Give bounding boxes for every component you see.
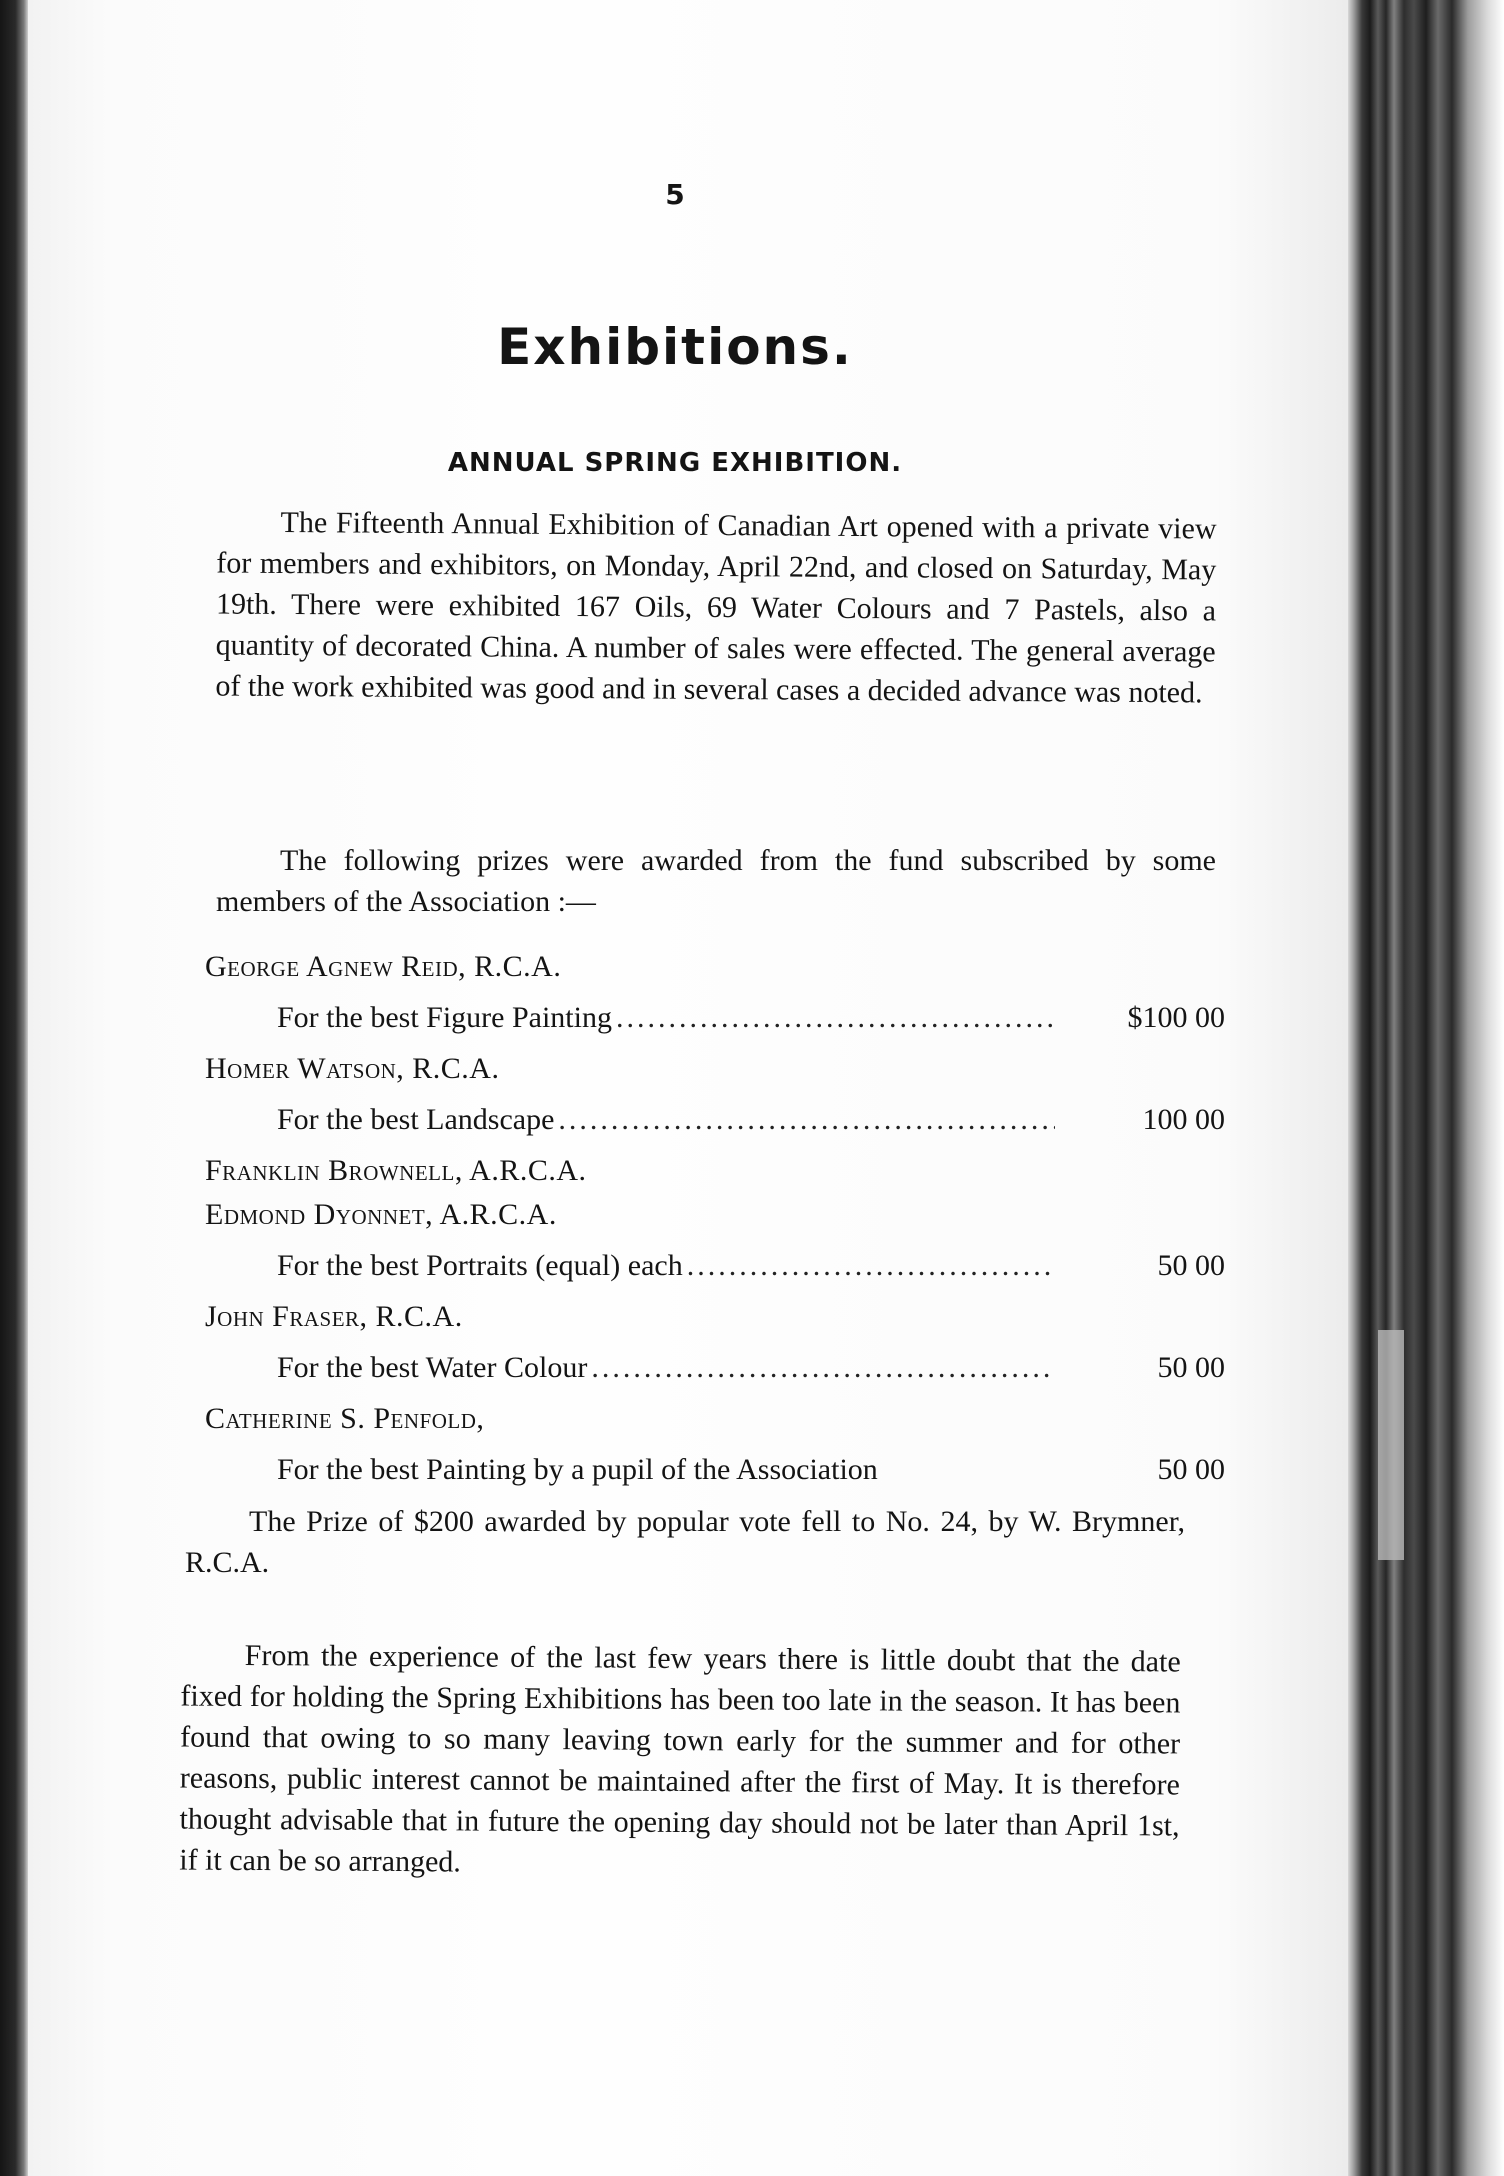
prize-award-line [205,1441,1235,1499]
dot-leader [558,1091,1055,1149]
dot-leader [591,1339,1055,1397]
section-heading: ANNUAL SPRING EXHIBITION. [447,448,903,478]
prize-entry [205,1397,1235,1499]
prize-list [185,945,1235,1583]
prizes-intro-paragraph: The following prizes were awarded from the fund subscribed by some members of the Association :— [216,844,1216,918]
popular-vote-paragraph: The Prize of $200 awarded by popular vote fell to No. 24, by W. Brymner, R.C.A. [185,1505,1185,1579]
prize-amount: 50 00 [1157,1453,1225,1486]
page-number: 5 [665,178,685,211]
prize-amount: 50 00 [1157,1249,1225,1282]
dot-leader [616,989,1055,1047]
prize-award-line [205,1091,1235,1149]
prize-winner: Catherine S. Penfold, [205,1402,485,1435]
book-binding-edge [1348,0,1504,2176]
prize-amount: 100 00 [1142,1103,1225,1136]
prize-amount: $100 00 [1127,1001,1225,1034]
prize-description: For the best Water Colour [277,1351,588,1384]
prize-entry [205,1295,1235,1397]
closing-paragraph: From the experience of the last few years there is little doubt that the date fixed for holding the Spring Exhibitions has been too late in the season. It has been found that owing to so many leaving town early for the summer and for other reasons, public interest cannot be maintained after the first of May. It is therefore thought advisable that in future the opening day should not be later than April 1st, if it can be so arranged. [179,1638,1181,1879]
prize-award-line [205,1339,1235,1397]
prize-winner: Edmond Dyonnet, A.R.C.A. [205,1198,557,1231]
prize-winner: John Fraser, R.C.A. [205,1300,463,1333]
dot-leader [687,1237,1055,1295]
prize-winner: Homer Watson, R.C.A. [205,1052,500,1085]
page-title: Exhibitions. [497,318,853,376]
prize-entry [205,1149,1235,1295]
prize-description: For the best Portraits (equal) each [277,1249,683,1282]
prize-winner: George Agnew Reid, R.C.A. [205,950,562,983]
intro-paragraph: The Fifteenth Annual Exhibition of Canadian Art opened with a private view for members and exhibitors, on Monday, April 22nd, and closed on Saturday, May 19th. There were exhibited 167 Oils, 69 Water Colours and 7 Pastels, also a quantity of decorated China. A number of sales were effected. The general average of the work exhibited was good and in several cases a decided advance was noted. [215,505,1217,710]
prize-winner: Franklin Brownell, A.R.C.A. [205,1154,587,1187]
prize-entry [205,945,1235,1047]
prize-award-line [205,989,1235,1047]
prize-description: For the best Landscape [277,1103,555,1136]
prize-amount: 50 00 [1157,1351,1225,1384]
prize-award-line [205,1237,1235,1295]
prize-description: For the best Figure Painting [277,1001,612,1034]
prize-description: For the best Painting by a pupil of the Association [277,1453,878,1486]
prize-entry [205,1047,1235,1149]
spine-label-mark [1378,1330,1404,1560]
book-left-edge [0,0,28,2176]
